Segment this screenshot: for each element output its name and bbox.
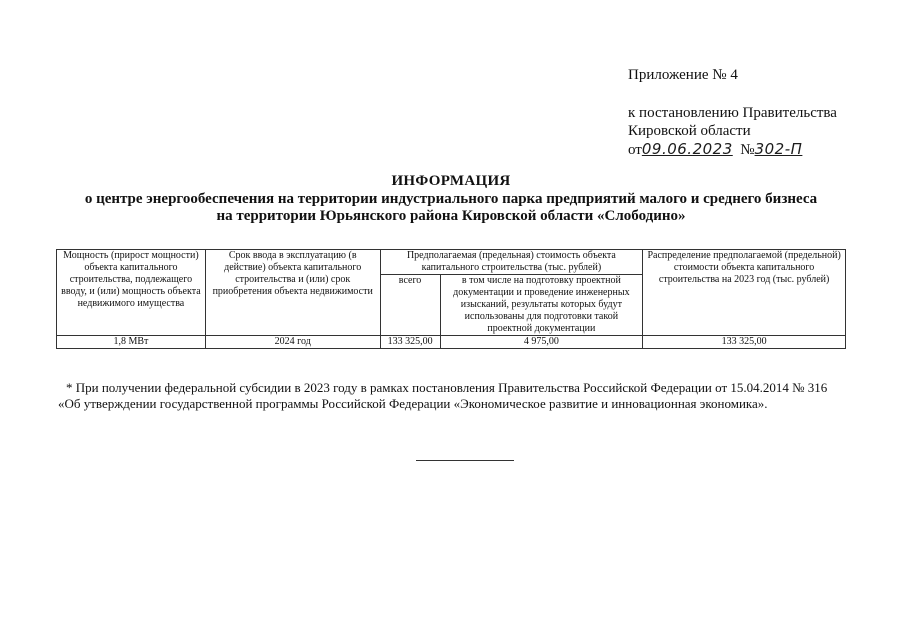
document-subtitle-line-2: на территории Юрьянского района Кировской области «Слободино» [216, 208, 686, 224]
decree-date-number [628, 140, 837, 159]
table-row [57, 336, 846, 349]
header-cost-including: в том числе на подготовку проектной документации и проведение инженерных изысканий, результаты которых будут использованы для подготовки такой проектной документации [440, 275, 643, 336]
decree-reference [628, 104, 837, 159]
decree-line-2: Кировской области [628, 123, 751, 139]
document-title: ИНФОРМАЦИЯ [391, 173, 511, 189]
cell-cost-including: 4 975,00 [440, 336, 643, 349]
cell-cost-distribution: 133 325,00 [643, 336, 846, 349]
appendix-label: Приложение № 4 [628, 67, 738, 83]
info-table [56, 249, 846, 349]
cell-cost-total: 133 325,00 [380, 336, 440, 349]
header-commission-term: Срок ввода в эксплуатацию (в действие) объекта капитального строительства и (или) срок приобретения объекта недвижимости [205, 250, 380, 336]
end-divider [416, 460, 514, 461]
decree-number: 302-П [754, 140, 803, 158]
document-subtitle-line-1: о центре энергообеспечения на территории индустриального парка предприятий малого и среднего бизнеса [84, 191, 818, 207]
decree-line-1: к постановлению Правительства [628, 105, 837, 121]
table-header-row [57, 250, 846, 275]
footnote-line-2: «Об утверждении государственной программы Российской Федерации «Экономическое развитие и инновационная экономика». [58, 396, 768, 411]
footnote-line-1: * При получении федеральной субсидии в 2023 году в рамках постановления Правительства Российской Федерации от 15.04.2014 № 316 [66, 380, 828, 395]
header-capacity: Мощность (прирост мощности) объекта капитального строительства, подлежащего вводу, и (или) мощность объекта недвижимого имущества [57, 250, 206, 336]
header-cost-total: всего [380, 275, 440, 336]
decree-number-prefix: № [740, 142, 755, 158]
decree-date: 09.06.2023 [641, 140, 733, 158]
decree-from-prefix: от [628, 142, 642, 158]
header-cost-distribution: Распределение предполагаемой (предельной) стоимости объекта капитального строительства на 2023 год (тыс. рублей) [643, 250, 846, 336]
footnote [58, 380, 846, 412]
cell-commission-term: 2024 год [205, 336, 380, 349]
header-estimated-cost: Предполагаемая (предельная) стоимость объекта капитального строительства (тыс. рублей) [380, 250, 643, 275]
cell-capacity: 1,8 МВт [57, 336, 206, 349]
